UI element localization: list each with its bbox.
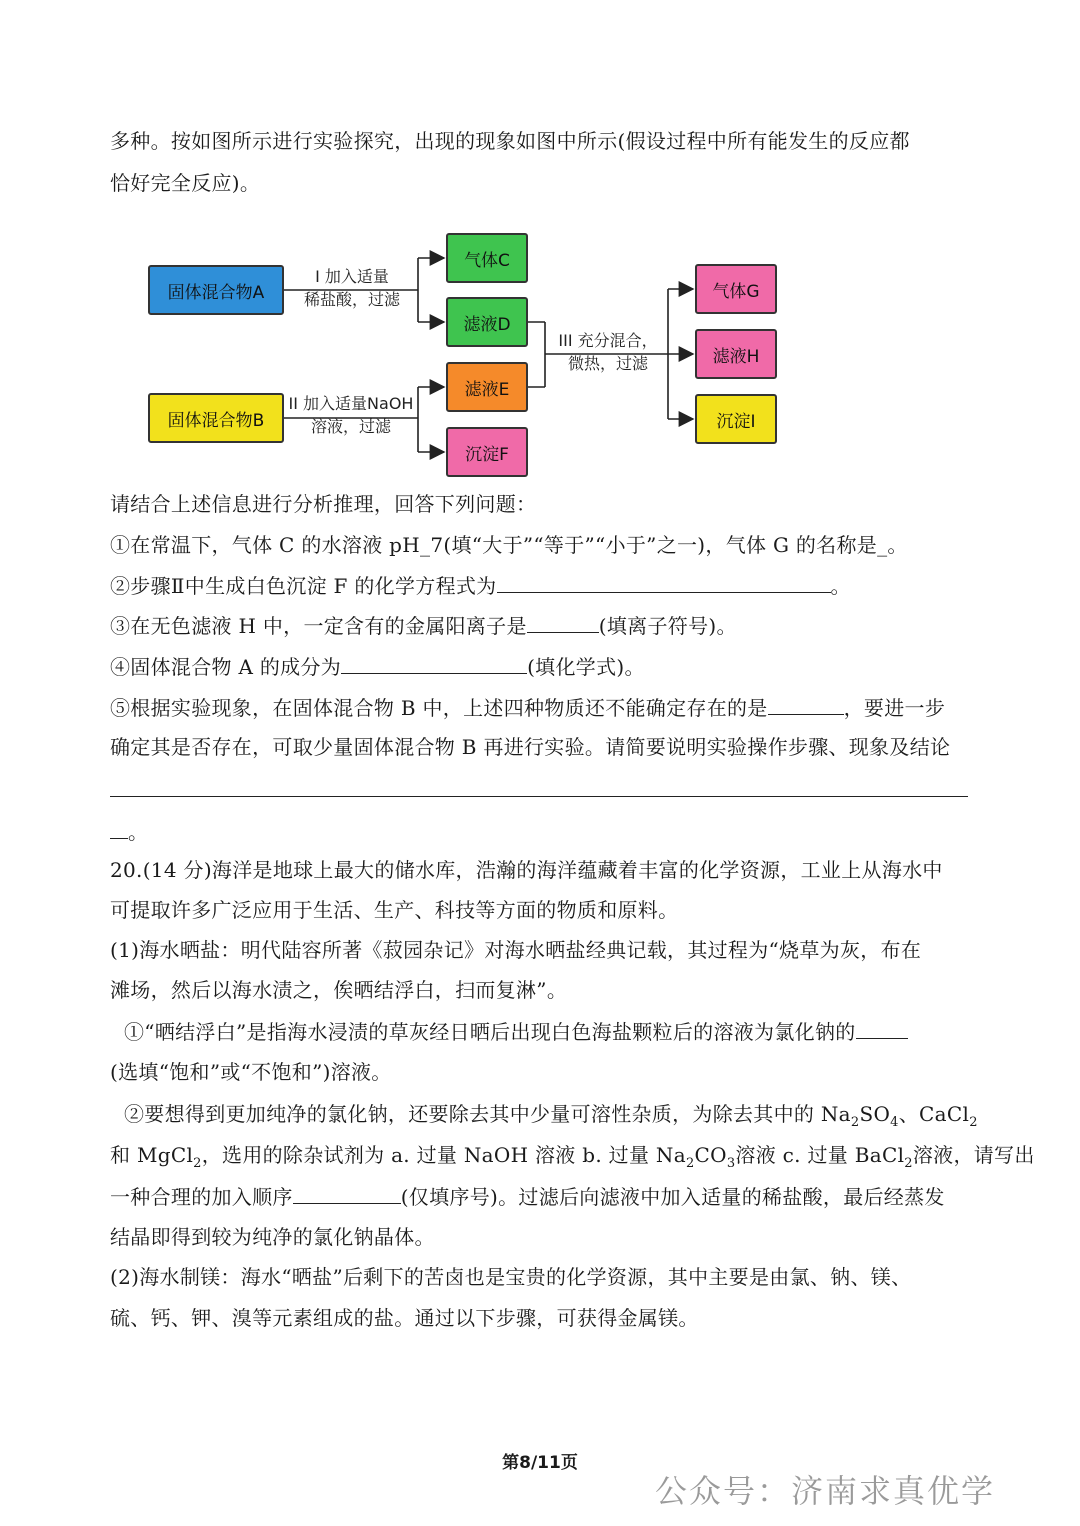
- q20-sub2-text-a: ②要想得到更加纯净的氯化钠，还要除去其中少量可溶性杂质，为除去其中的 Na: [124, 1102, 851, 1126]
- box-solid-mixture-b: 固体混合物B: [148, 393, 284, 443]
- q20-line-2: 可提取许多广泛应用于生活、生产、科技等方面的物质和原料。: [110, 898, 679, 922]
- question-2-end: 。: [830, 574, 851, 598]
- q20-sub2-text-b: SO: [859, 1102, 891, 1126]
- step1-label-line1: I 加入适量: [315, 267, 389, 286]
- subscript: 2: [969, 1115, 978, 1130]
- step2-label-line2: 溶液，过滤: [310, 417, 391, 436]
- answer-line-q5[interactable]: [110, 796, 968, 797]
- box-precipitate-i: 沉淀I: [695, 394, 777, 444]
- answer-blank-q5b[interactable]: [110, 816, 128, 839]
- watermark: 公众号：济南求真优学: [655, 1472, 996, 1510]
- q20-sub2-text-g: 溶液 c. 过量 BaCl: [735, 1143, 905, 1167]
- subscript: 2: [193, 1156, 202, 1171]
- step3-label-line1: III 充分混合，: [558, 331, 658, 350]
- question-5-end: [110, 816, 148, 847]
- box-gas-g: 气体G: [695, 264, 777, 314]
- q20-part1-line-2: 滩场，然后以海水渍之，俟晒结浮白，扫而复淋”。: [110, 978, 568, 1002]
- q20-part2-line-2: 硫、钙、钾、溴等元素组成的盐。通过以下步骤，可获得金属镁。: [110, 1306, 699, 1330]
- box-solid-mixture-a: 固体混合物A: [148, 265, 284, 315]
- subscript: 2: [685, 1156, 695, 1171]
- question-3-end: (填离子符号)。: [598, 614, 737, 638]
- question-3: [110, 610, 737, 641]
- question-5-line2: 确定其是否存在，可取少量固体混合物 B 再进行实验。请简要说明实验操作步骤、现象及结论: [110, 735, 951, 759]
- step3-label-line2: 微热，过滤: [567, 354, 648, 373]
- answer-blank-q20-1[interactable]: [856, 1016, 908, 1039]
- subscript: 4: [890, 1115, 899, 1130]
- question-4: [110, 651, 645, 682]
- subscript: 2: [904, 1156, 913, 1171]
- intro-line-2: 恰好完全反应)。: [110, 171, 261, 195]
- subscript: 2: [850, 1115, 860, 1130]
- box-filtrate-h: 滤液H: [695, 329, 777, 379]
- q20-sub2-text-e: ，选用的除杂试剂为 a. 过量 NaOH 溶液 b. 过量 Na: [201, 1143, 686, 1167]
- page-number: 第8/11页: [502, 1453, 578, 1473]
- q20-sub2-line-4: 结晶即得到较为纯净的氯化钠晶体。: [110, 1225, 435, 1249]
- box-precipitate-f: 沉淀F: [446, 427, 528, 477]
- step1-label-line2: 稀盐酸，过滤: [303, 290, 400, 309]
- question-5-end-mark: 。: [128, 820, 149, 844]
- question-4-end: (填化学式)。: [527, 655, 645, 679]
- question-3-text: ③在无色滤液 H 中，一定含有的金属阳离子是: [110, 614, 527, 638]
- answer-blank-q3[interactable]: [527, 610, 599, 633]
- q20-part2-line-1: (2)海水制镁：海水“晒盐”后剩下的苦卤也是宝贵的化学资源，其中主要是由氯、钠、镁、: [110, 1265, 912, 1289]
- question-2-text: ②步骤Ⅱ中生成白色沉淀 F 的化学方程式为: [110, 574, 497, 598]
- subscript: 3: [726, 1156, 736, 1171]
- q20-line-1: 20.(14 分)海洋是地球上最大的储水库，浩瀚的海洋蕴藏着丰富的化学资源，工业上从海水中: [110, 858, 943, 882]
- q20-sub2-line-2: [110, 1140, 1035, 1170]
- q20-part1-line-1: (1)海水晒盐：明代陆容所著《菽园杂记》对海水晒盐经典记载，其过程为“烧草为灰，布在: [110, 938, 922, 962]
- question-1: ①在常温下，气体 C 的水溶液 pH_7(填“大于”“等于”“小于”之一)，气体 G 的名称是_。: [110, 533, 908, 557]
- questions-prompt: 请结合上述信息进行分析推理，回答下列问题：: [110, 492, 537, 516]
- q20-sub2-text-i: 一种合理的加入顺序: [110, 1185, 293, 1209]
- question-5-text: ⑤根据实验现象，在固体混合物 B 中，上述四种物质还不能确定存在的是: [110, 696, 768, 720]
- answer-blank-q4[interactable]: [341, 651, 527, 674]
- question-2: [110, 570, 851, 601]
- q20-sub1-line-2: (选填“饱和”或“不饱和”)溶液。: [110, 1060, 392, 1084]
- q20-sub2-text-d: 和 MgCl: [110, 1143, 194, 1167]
- box-gas-c: 气体C: [446, 233, 528, 283]
- question-4-text: ④固体混合物 A 的成分为: [110, 655, 342, 679]
- intro-line-1: 多种。按如图所示进行实验探究，出现的现象如图中所示(假设过程中所有能发生的反应都: [110, 129, 910, 153]
- q20-sub1-line-1: [124, 1016, 908, 1047]
- q20-sub2-text-j: (仅填序号)。过滤后向滤液中加入适量的稀盐酸，最后经蒸发: [400, 1185, 945, 1209]
- q20-sub2-text-c: 、CaCl: [898, 1102, 970, 1126]
- answer-blank-q2[interactable]: [497, 570, 831, 593]
- q20-sub2-text-h: 溶液，请写出: [912, 1143, 1035, 1167]
- q20-sub2-line-1: [124, 1099, 978, 1129]
- answer-blank-q20-2[interactable]: [293, 1181, 401, 1204]
- question-5: [110, 692, 945, 723]
- answer-blank-q5a[interactable]: [768, 692, 844, 715]
- box-filtrate-e: 滤液E: [446, 362, 528, 412]
- box-filtrate-d: 滤液D: [446, 297, 528, 347]
- q20-sub2-text-f: CO: [694, 1143, 727, 1167]
- question-5-cont: ，要进一步: [843, 696, 946, 720]
- step2-label-line1: II 加入适量NaOH: [288, 394, 414, 413]
- q20-sub1-text: ①“晒结浮白”是指海水浸渍的草灰经日晒后出现白色海盐颗粒后的溶液为氯化钠的: [124, 1020, 856, 1044]
- q20-sub2-line-3: [110, 1181, 945, 1212]
